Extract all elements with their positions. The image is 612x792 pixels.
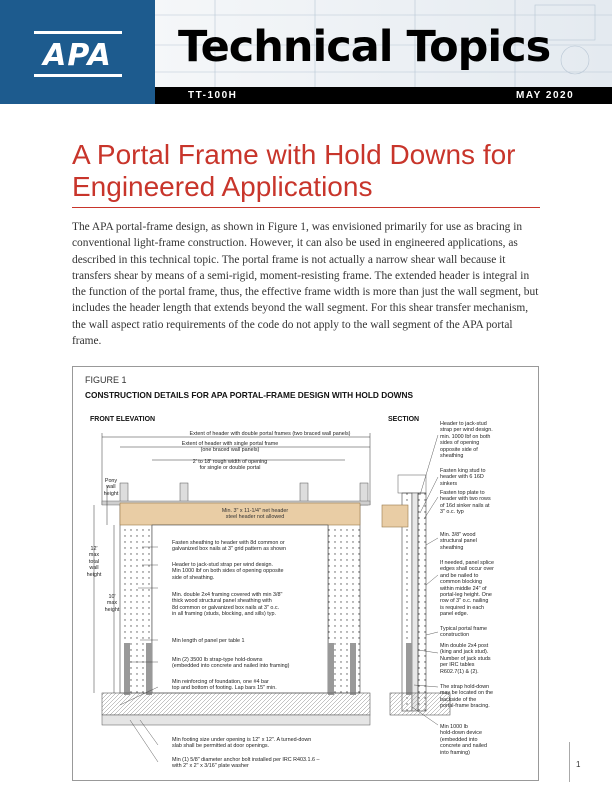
center-note-4: Min length of panel per table 1	[172, 638, 245, 644]
center-note-8: Min (1) 5/8" diameter anchor bolt installed per IRC R403.1.6 – with 2" x 2" x 3/16" plate washer	[172, 757, 320, 770]
logo-stripe	[34, 31, 122, 34]
dim-total-height: 12' max total wall height	[86, 546, 102, 578]
section-heading: SECTION	[388, 416, 420, 423]
right-note-9: Min 1000 lb hold-down device (embedded into concrete and nailed into framing)	[440, 724, 488, 756]
page-number-rule	[569, 742, 570, 782]
dim-max-height: 10' max height	[104, 594, 120, 613]
document-date: MAY 2020	[516, 90, 575, 101]
right-note-4: Min. 3/8" wood structural panel sheathing	[440, 532, 477, 551]
right-note-7: Min double 2x4 post (king and jack stud). Number of jack studs per IRC tables R602.7(1) & (2).	[440, 643, 491, 675]
center-note-7: Min footing size under opening is 12" x 12". A turned-down slab shall be permitted at door openings.	[172, 737, 312, 750]
center-note-3: Min. double 2x4 framing covered with min 3/8" thick wood structural panel sheathing with 8d common or galvanized box nails at 3" o.c. in all framing (studs, blocking, and sills) typ.	[172, 592, 283, 618]
header-note: Min. 3" x 11-1/4" net header steel header not allowed	[221, 508, 289, 521]
dim-extent-double: Extent of header with double portal frames (two braced wall panels)	[189, 431, 351, 437]
logo-stripe	[34, 74, 122, 77]
center-note-2: Header to jack-stud strap per wind design. Min 1000 lbf on both sides of opening opposite side of sheathing.	[172, 562, 284, 581]
page-number: 1	[576, 760, 581, 769]
page-title: A Portal Frame with Hold Downs for Engineered Applications	[72, 139, 516, 202]
right-note-1: Header to jack-stud strap per wind design. min. 1000 lbf on both sides of opening opposite side of sheathing	[440, 421, 493, 460]
dim-extent-single: Extent of header with single portal frame (one braced wall panels)	[181, 441, 279, 454]
figure-caption: CONSTRUCTION DETAILS FOR APA PORTAL-FRAME DESIGN WITH HOLD DOWNS	[85, 390, 414, 400]
figure-label: FIGURE 1	[85, 375, 127, 385]
banner-title: Technical Topics	[178, 22, 551, 72]
right-note-3: Fasten top plate to header with two rows of 16d sinker nails at 3" o.c. typ	[440, 490, 491, 516]
right-note-6: Typical portal frame construction	[440, 626, 488, 639]
center-note-1: Fasten sheathing to header with 8d common or galvanized box nails at 3" grid pattern as shown	[172, 540, 286, 553]
intro-paragraph: The APA portal-frame design, as shown in Figure 1, was envisioned primarily for use as bracing in conventional light-frame construction. However, it can also be used in engineered applications, as described in this technical topic. The portal frame is not actually a narrow shear wall because it transfers shear by means of a semi-rigid, moment-resisting frame. The extended header is integral in the function of the portal frame, thus, the effective frame width is more than just the wall segment, but includes the header length that extends beyond the wall segment. For this shear transfer mechanism, the wall aspect ratio requirements of the code do not apply to the wall segment of the APA portal frame.	[72, 221, 539, 348]
center-note-5: Min (2) 3500 lb strap-type hold-downs (embedded into concrete and nailed into framing)	[172, 657, 290, 670]
title-rule	[72, 207, 540, 208]
right-note-5: If needed, panel splice edges shall occur over and be nailed to common blocking within middle 24" of portal-leg height. One row of 3" o.c. nailing is required in each panel edge.	[440, 560, 494, 618]
dim-rough-width: 2' to 18' rough width of opening for single or double portal	[192, 459, 268, 472]
center-note-6: Min reinforcing of foundation, one #4 bar top and bottom of footing. Lap bars 15" min.	[172, 679, 277, 692]
apa-logo: APA	[43, 38, 112, 73]
right-note-8: The strap hold-down may be located on the backside of the portal-frame bracing.	[440, 684, 494, 710]
front-elevation-heading: FRONT ELEVATION	[90, 416, 156, 423]
document-code: TT-100H	[188, 90, 238, 101]
right-note-2: Fasten king stud to header with 6 16D sinkers	[440, 468, 486, 487]
dim-pony-wall: Pony wall height	[103, 478, 119, 497]
